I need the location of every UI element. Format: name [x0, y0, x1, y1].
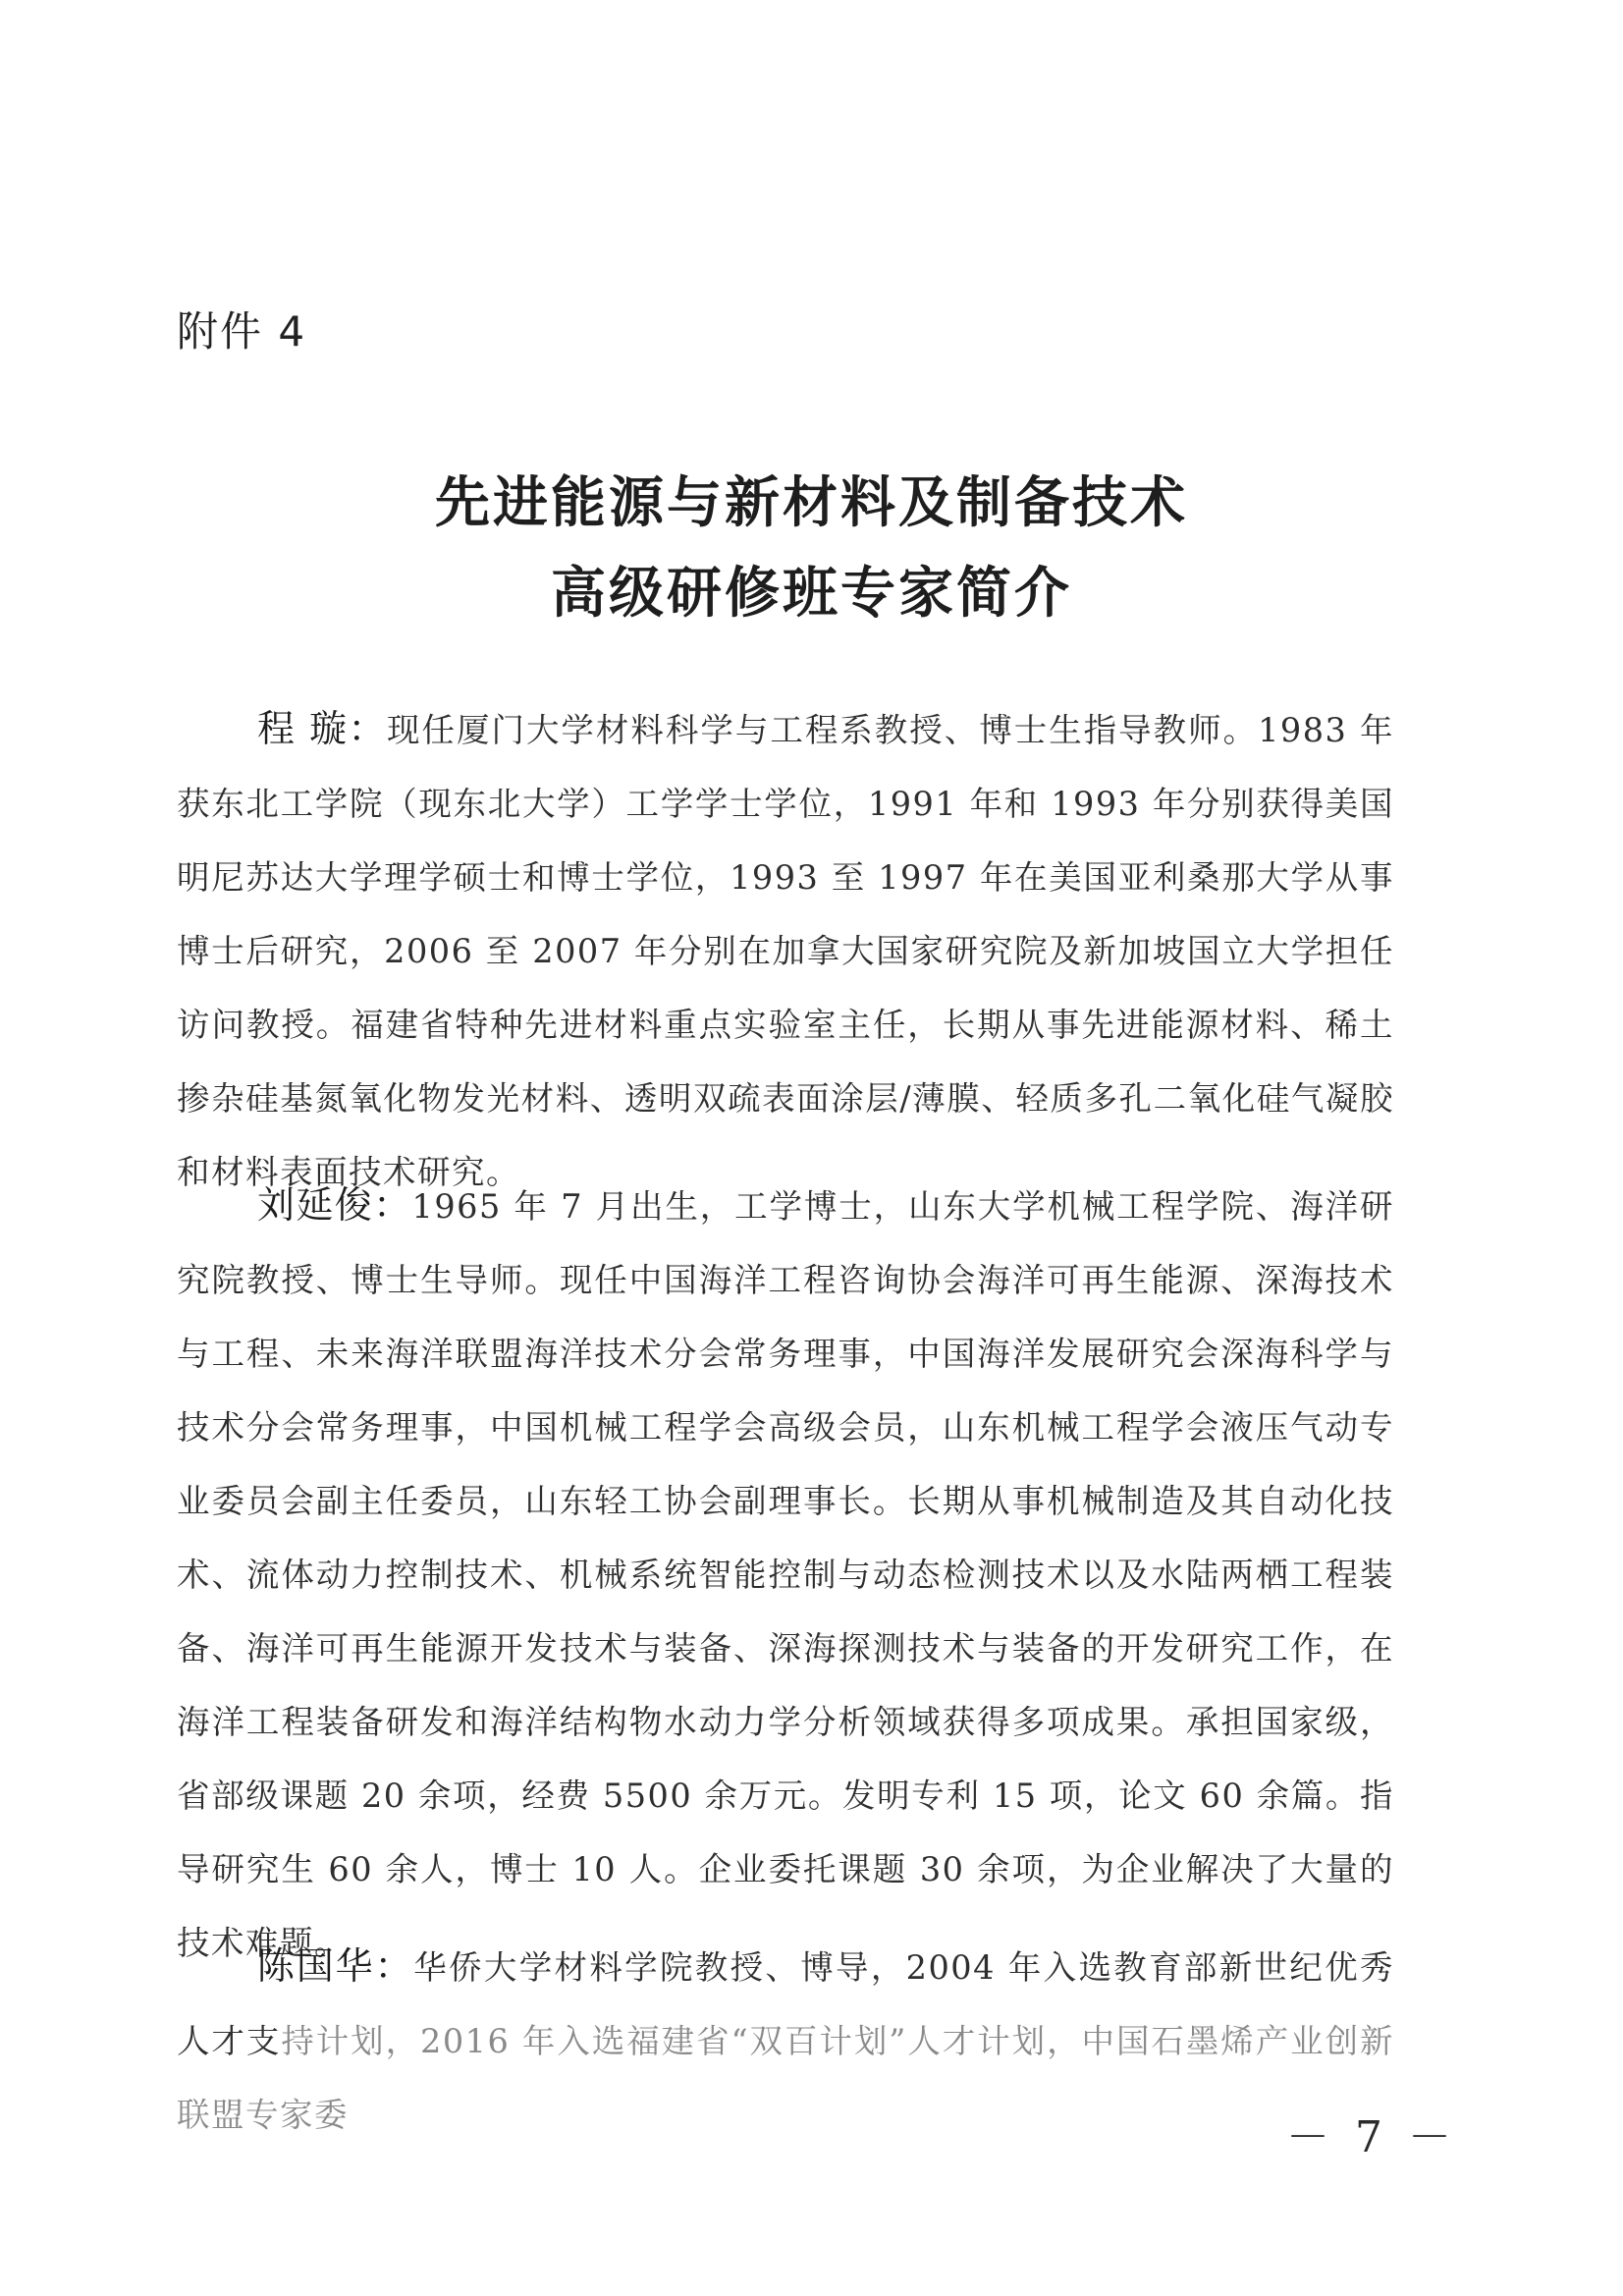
expert-name: 刘延俊： [257, 1183, 412, 1227]
expert-name: 陈国华： [257, 1944, 414, 1988]
expert-bio-cheng-xuan [177, 692, 1394, 1209]
document-title-line1: 先进能源与新材料及制备技术 [435, 470, 1188, 535]
document-title-line2: 高级研修班专家简介 [551, 561, 1072, 626]
expert-name: 程 璇： [257, 707, 388, 750]
expert-bio-liu-yanjun [177, 1169, 1394, 1980]
expert-bio-text-faded: 持计划，2016 年入选福建省“双百计划”人才计划，中国石墨烯产业创新联盟专家委 [177, 2022, 1395, 2134]
expert-bio-text: 华侨大学材料学院教授、博导，2004 年入选教育部新世纪优秀人才支 [177, 1948, 1394, 2060]
expert-bio-chen-guohua [177, 1930, 1394, 2152]
expert-bio-text: 现任厦门大学材料科学与工程系教授、博士生指导教师。1983 年获东北工学院（现东北大学）工学学士学位，1991 年和 1993 年分别获得美国明尼苏达大学理学硕士和博士学位，1993 至 1997 年在美国亚利桑那大学从事博士后研究，2006 至 2007 年分别在加拿大国家研究院及新加坡国立大学担任访问教授。福建省特种先进材料重点实验室主任，长期从事先进能源材料、稀土掺杂硅基氮氧化物发光材料、透明双疏表面涂层/薄膜、轻质多孔二氧化硅气凝胶和材料表面技术研究。 [177, 711, 1394, 1191]
attachment-label: 附件 4 [177, 307, 307, 355]
expert-bio-text: 1965 年 7 月出生，工学博士，山东大学机械工程学院、海洋研究院教授、博士生导师。现任中国海洋工程咨询协会海洋可再生能源、深海技术与工程、未来海洋联盟海洋技术分会常务理事，中国海洋发展研究会深海科学与技术分会常务理事，中国机械工程学会高级会员，山东机械工程学会液压气动专业委员会副主任委员，山东轻工协会副理事长。长期从事机械制造及其自动化技术、流体动力控制技术、机械系统智能控制与动态检测技术以及水陆两栖工程装备、海洋可再生能源开发技术与装备、深海探测技术与装备的开发研究工作，在海洋工程装备研发和海洋结构物水动力学分析领域获得多项成果。承担国家级，省部级课题 20 余项，经费 5500 余万元。发明专利 15 项，论文 60 余篇。指导研究生 60 余人，博士 10 人。企业委托课题 30 余项，为企业解决了大量的技术难题。 [177, 1187, 1394, 1962]
page-number: － 7 － [1286, 2112, 1457, 2162]
